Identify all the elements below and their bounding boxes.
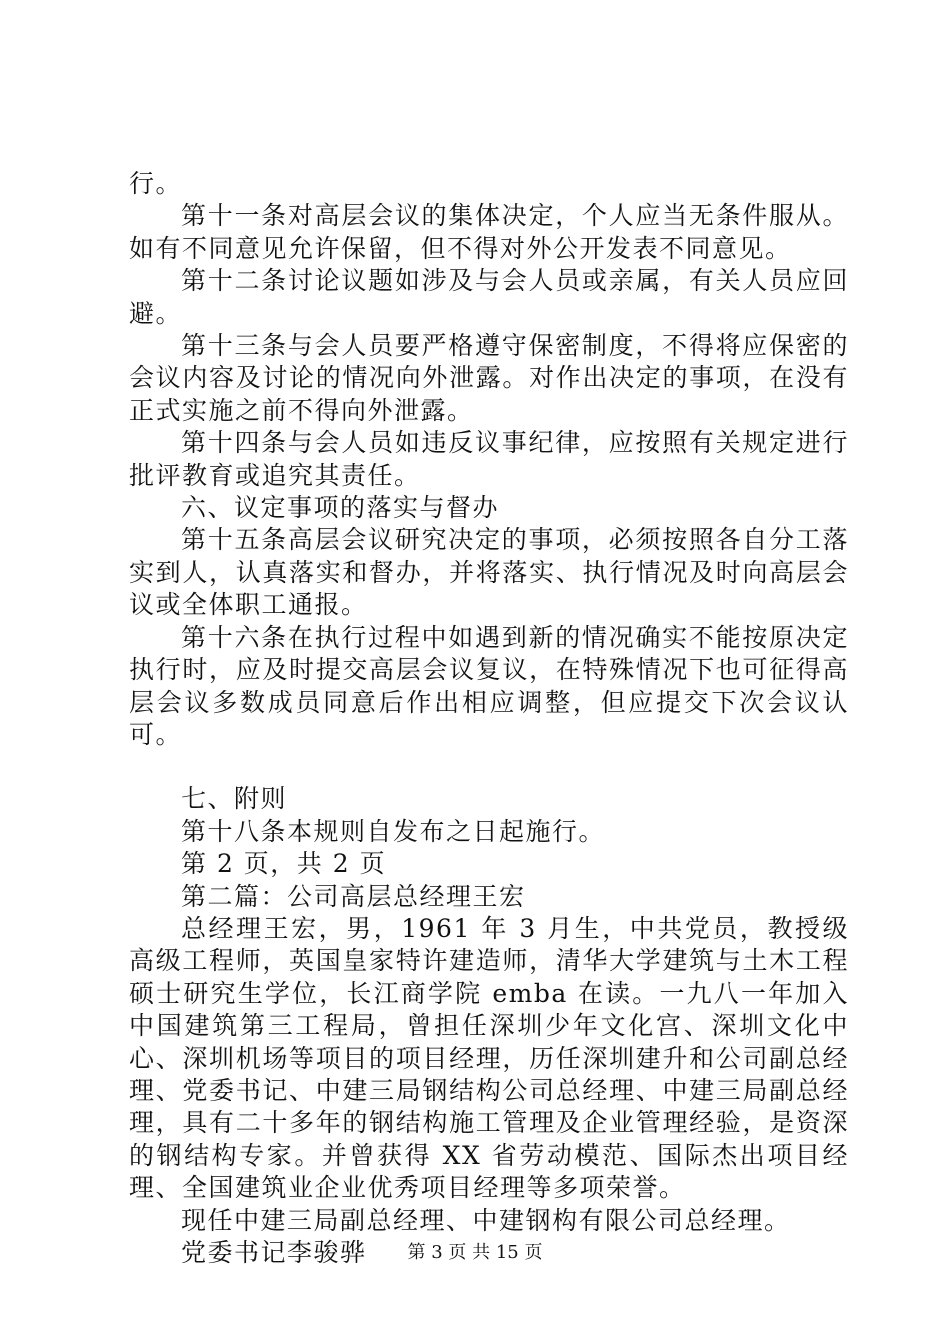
- paragraph-party-secretary: 党委书记李骏骅: [181, 1238, 367, 1267]
- paragraph-current-role: 现任中建三局副总经理、中建钢构有限公司总经理。: [181, 1205, 791, 1235]
- document-body: [129, 168, 849, 1269]
- paragraph-article-18: 第十八条本规则自发布之日起施行。: [181, 816, 606, 846]
- paragraph-article-12: 第十二条讨论议题如涉及与会人员或亲属，有关人员应回避。: [129, 266, 849, 328]
- section-heading-6: 六、议定事项的落实与督办: [181, 493, 500, 523]
- paragraph-continuation: 行。: [129, 169, 183, 198]
- paragraph-article-11: 第十一条对高层会议的集体决定，个人应当无条件服从。如有不同意见允许保留，但不得对外公开发表不同意见。: [129, 201, 849, 263]
- section-heading-part-2: 第二篇：公司高层总经理王宏: [181, 881, 526, 911]
- inline-page-marker: 第 2 页，共 2 页: [181, 849, 387, 879]
- paragraph-article-16: 第十六条在执行过程中如遇到新的情况确实不能按原决定执行时，应及时提交高层会议复议，在特殊情况下也可征得高层会议多数成员同意后作出相应调整，但应提交下次会议认可。: [129, 622, 849, 749]
- paragraph-article-15: 第十五条高层会议研究决定的事项，必须按照各自分工落实到人，认真落实和督办，并将落实、执行情况及时向高层会议或全体职工通报。: [129, 525, 849, 620]
- paragraph-article-13: 第十三条与会人员要严格遵守保密制度，不得将应保密的会议内容及讨论的情况向外泄露。对作出决定的事项，在没有正式实施之前不得向外泄露。: [129, 331, 849, 425]
- page-footer: 第 3 页 共 15 页: [407, 1242, 543, 1263]
- paragraph-article-14: 第十四条与会人员如违反议事纪律，应按照有关规定进行批评教育或追究其责任。: [129, 428, 849, 490]
- paragraph-bio: 总经理王宏，男，1961 年 3 月生，中共党员，教授级高级工程师，英国皇家特许建造师，清华大学建筑与土木工程硕士研究生学位，长江商学院 emba 在读。一九八一年加入中国建筑第三工程局，曾担任深圳少年文化宫、深圳文化中心、深圳机场等项目的项目经理，历任深圳建升和公司副总经理、党委书记、中建三局钢结构公司总经理、中建三局副总经理，具有二十多年的钢结构施工管理及企业管理经验，是资深的钢结构专家。并曾获得 XX 省劳动模范、国际杰出项目经理、全国建筑业企业优秀项目经理等多项荣誉。: [129, 913, 849, 1203]
- paragraph-spacer: [129, 751, 849, 783]
- section-heading-7: 七、附则: [181, 784, 288, 814]
